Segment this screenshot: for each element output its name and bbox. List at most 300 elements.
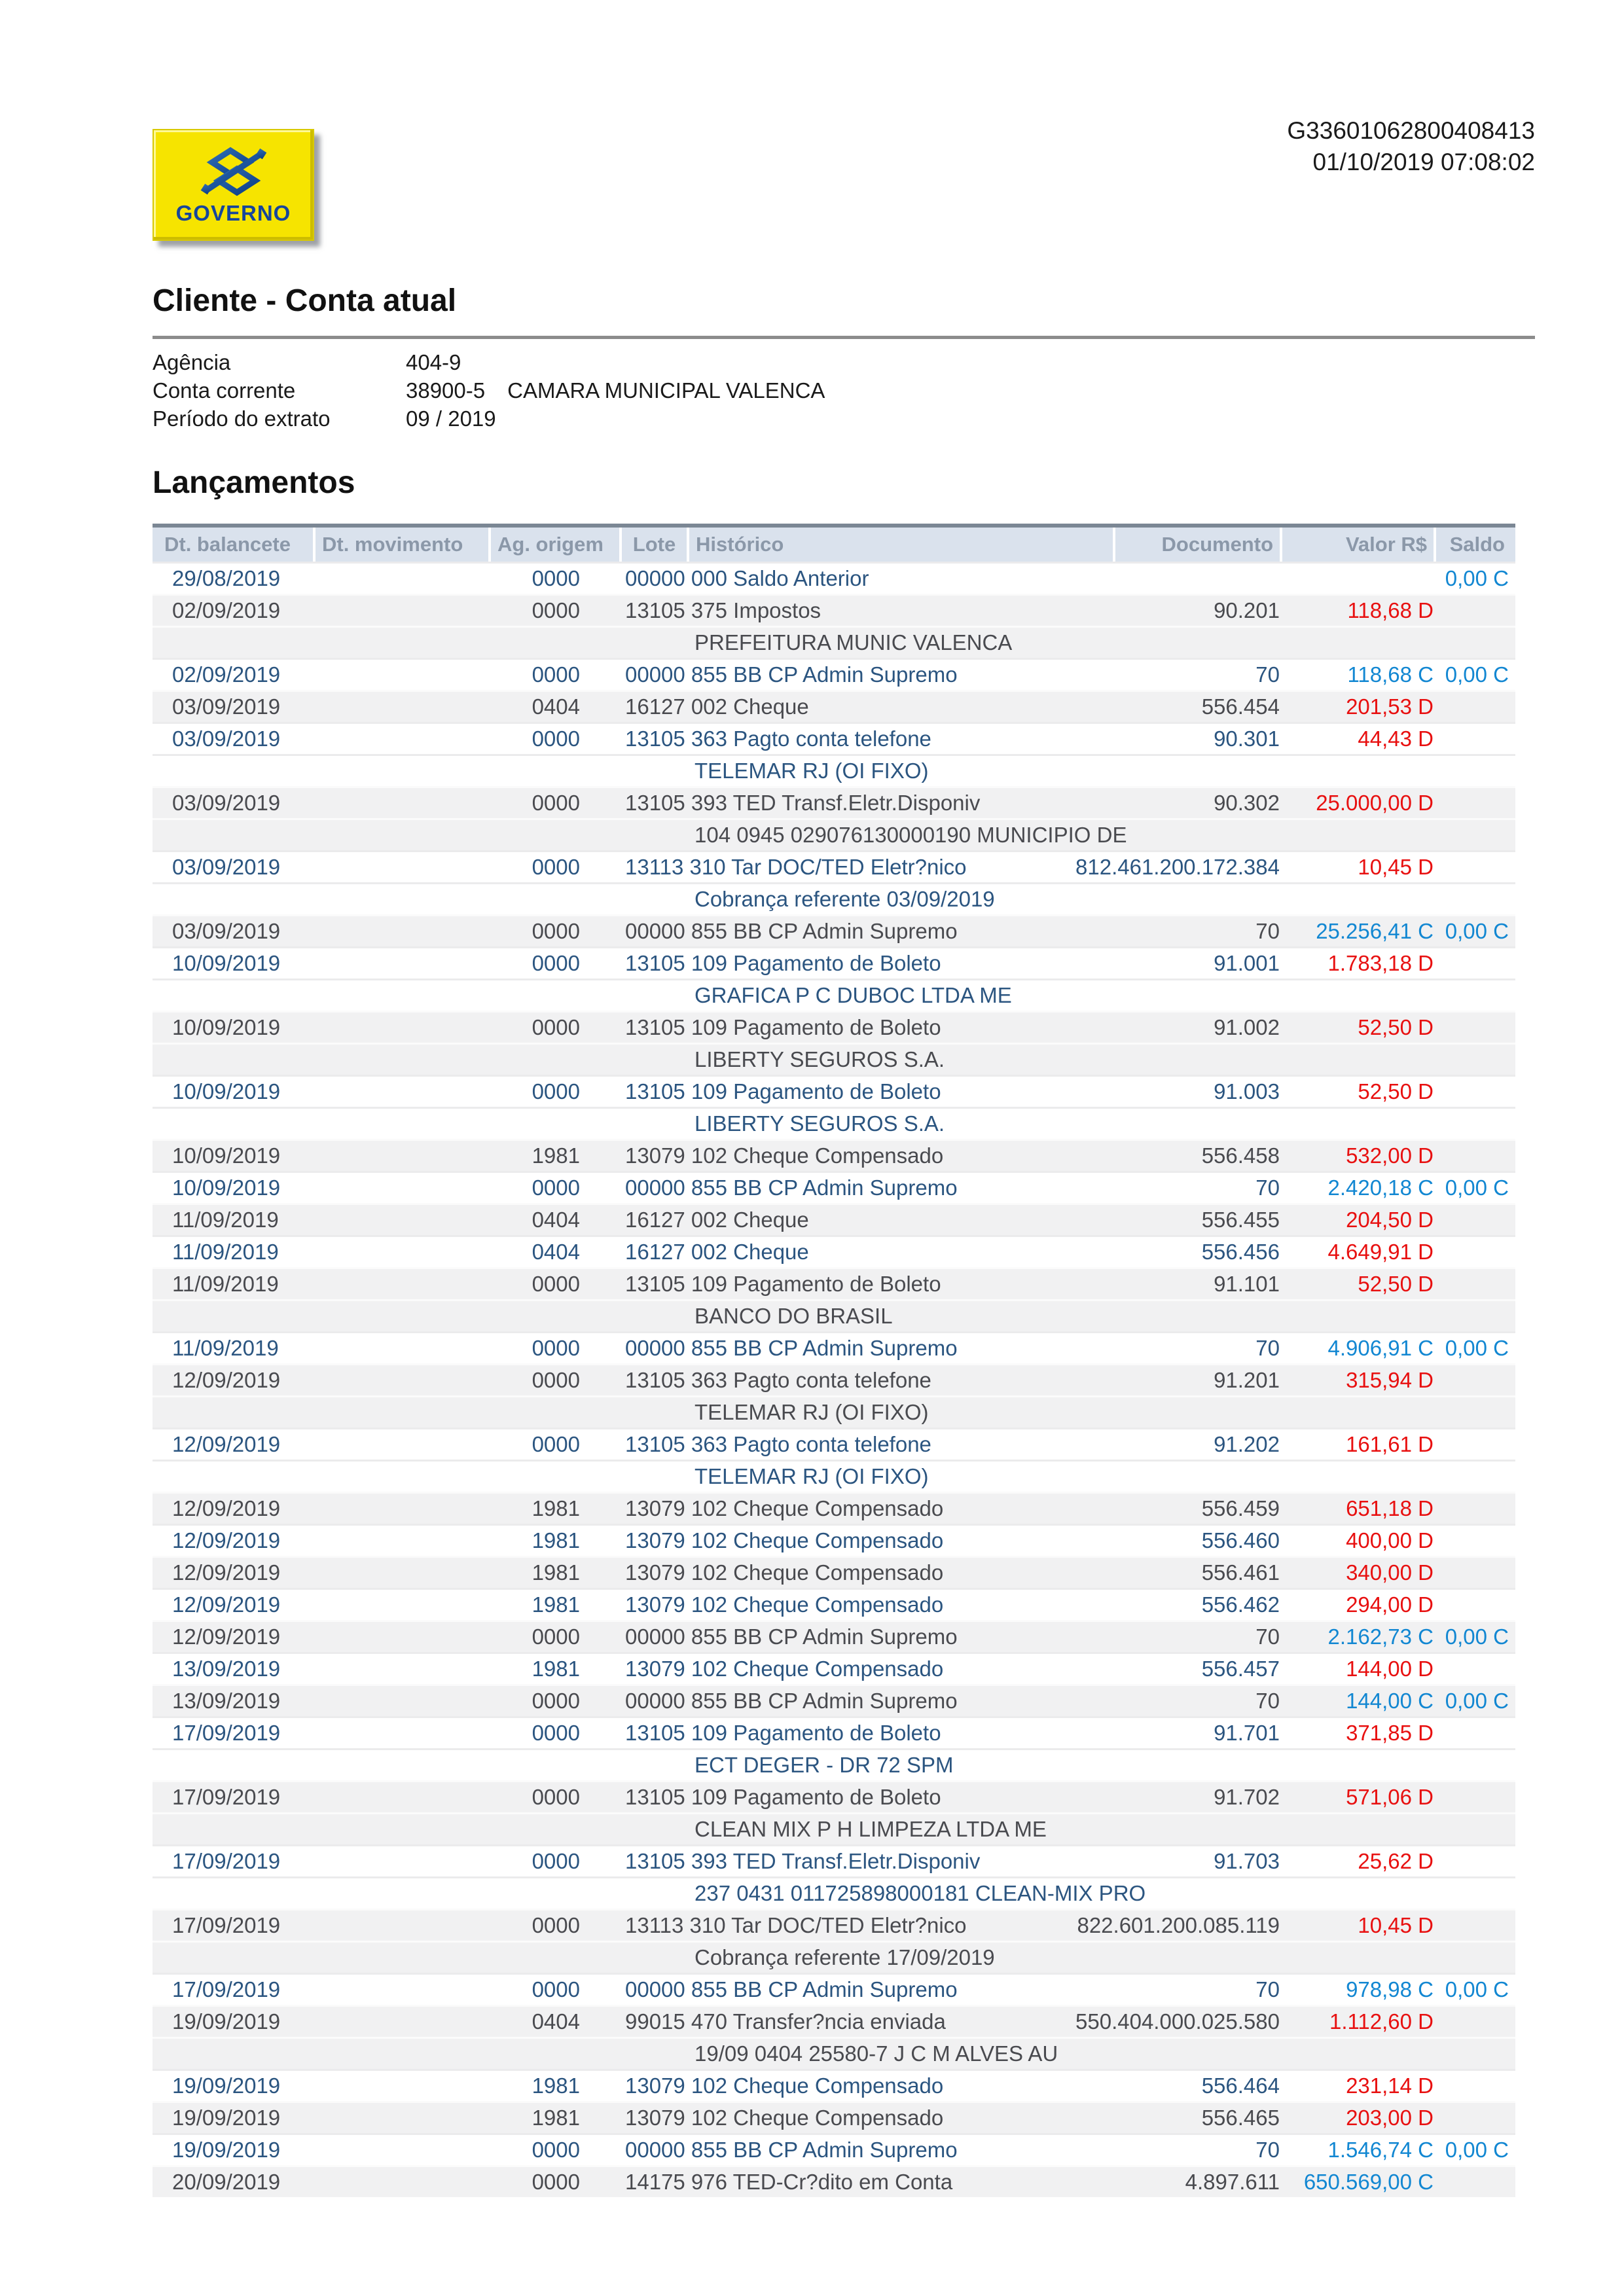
cell-ag-origem: 0000	[532, 566, 580, 590]
cell-dt-balancete: 11/09/2019	[172, 1240, 279, 1264]
statement-row	[153, 2133, 1515, 2165]
cell-documento: 556.462	[1201, 1592, 1280, 1617]
cell-documento: 90.301	[1214, 726, 1280, 751]
cell-ag-origem: 0000	[532, 791, 580, 815]
cell-ag-origem: 0000	[532, 726, 580, 751]
cell-valor: 203,00 D	[1346, 2106, 1434, 2130]
cell-historico: 13105 109 Pagamento de Boleto	[625, 1721, 941, 1745]
cell-lote-historico-documento	[619, 1079, 1280, 1104]
cell-historico: 00000 855 BB CP Admin Supremo	[625, 1689, 958, 1713]
cell-lote-historico-documento	[619, 1175, 1280, 1200]
statement-row	[153, 1203, 1515, 1235]
cell-historico: 13105 363 Pagto conta telefone	[625, 726, 931, 751]
cell-documento: 556.457	[1201, 1657, 1280, 1681]
cell-saldo: 0,00 C	[1445, 566, 1509, 590]
cell-lote-historico-documento	[619, 1272, 1280, 1297]
cell-ag-origem: 0404	[532, 1208, 580, 1232]
col-header-ag-origem: Ag. origem	[488, 528, 619, 562]
cell-historico: 13079 102 Cheque Compensado	[625, 1143, 944, 1168]
cell-ag-origem: 0000	[532, 1336, 580, 1360]
field-value: 09 / 2019	[406, 406, 496, 431]
cell-valor: 651,18 D	[1346, 1496, 1434, 1520]
statement-row	[153, 786, 1515, 818]
cell-dt-balancete: 19/09/2019	[172, 2009, 281, 2034]
statement-table-body	[153, 562, 1515, 2197]
cell-ag-origem: 0000	[532, 2138, 580, 2162]
cell-valor: 2.162,73 C	[1327, 1624, 1434, 1649]
account-field-agencia	[153, 348, 1200, 376]
cell-historico-detail: LIBERTY SEGUROS S.A.	[695, 1047, 945, 1071]
cell-lote-historico-documento	[619, 662, 1280, 687]
cell-valor: 231,14 D	[1346, 2073, 1434, 2098]
cell-valor: 144,00 C	[1346, 1689, 1434, 1713]
cell-historico-detail: TELEMAR RJ (OI FIXO)	[695, 1464, 929, 1488]
cell-valor: 315,94 D	[1346, 1368, 1434, 1392]
cell-historico-detail: 104 0945 029076130000190 MUNICIPIO DE	[695, 823, 1127, 847]
cell-lote-historico-documento	[619, 919, 1280, 944]
document-datetime: 01/10/2019 07:08:02	[1312, 149, 1535, 175]
cell-historico: 13105 109 Pagamento de Boleto	[625, 1079, 941, 1103]
cell-historico: 00000 855 BB CP Admin Supremo	[625, 1336, 958, 1360]
cell-dt-balancete: 11/09/2019	[172, 1272, 279, 1296]
cell-documento: 91.101	[1214, 1272, 1280, 1296]
cell-documento: 556.461	[1201, 1560, 1280, 1585]
cell-historico: 13105 363 Pagto conta telefone	[625, 1368, 931, 1392]
cell-ag-origem: 0000	[532, 1689, 580, 1713]
cell-documento: 91.003	[1214, 1079, 1280, 1103]
statement-continuation-row	[153, 882, 1515, 914]
cell-dt-balancete: 03/09/2019	[172, 855, 281, 879]
cell-dt-balancete: 03/09/2019	[172, 791, 281, 815]
statement-continuation-row	[153, 1460, 1515, 1492]
cell-ag-origem: 0000	[532, 662, 580, 687]
cell-dt-balancete: 12/09/2019	[172, 1432, 281, 1456]
cell-ag-origem: 0404	[532, 1240, 580, 1264]
cell-documento: 70	[1255, 2138, 1280, 2162]
cell-historico-detail: LIBERTY SEGUROS S.A.	[695, 1111, 945, 1136]
cell-valor: 4.649,91 D	[1327, 1240, 1434, 1264]
statement-row	[153, 658, 1515, 690]
cell-lote-historico-documento	[619, 1528, 1280, 1553]
cell-dt-balancete: 10/09/2019	[172, 1015, 281, 1039]
cell-valor: 294,00 D	[1346, 1592, 1434, 1617]
cell-valor: 4.906,91 C	[1327, 1336, 1434, 1360]
cell-valor: 118,68 D	[1347, 598, 1434, 622]
document-meta	[1287, 115, 1535, 178]
statement-row	[153, 1716, 1515, 1748]
cell-ag-origem: 0000	[532, 919, 580, 943]
col-header-historico: Histórico	[687, 528, 1113, 562]
cell-valor: 25.000,00 D	[1316, 791, 1434, 815]
cell-documento: 70	[1255, 1977, 1280, 2001]
statement-row	[153, 2165, 1515, 2197]
cell-documento: 91.703	[1214, 1849, 1280, 1873]
cell-valor: 25.256,41 C	[1316, 919, 1434, 943]
cell-documento: 91.701	[1214, 1721, 1280, 1745]
cell-lote-historico-documento	[619, 1432, 1280, 1457]
statement-continuation-row	[153, 1812, 1515, 1844]
statement-row	[153, 722, 1515, 754]
cell-valor: 978,98 C	[1346, 1977, 1434, 2001]
cell-historico-detail: TELEMAR RJ (OI FIXO)	[695, 759, 929, 783]
cell-valor: 52,50 D	[1358, 1015, 1434, 1039]
cell-ag-origem: 1981	[532, 1143, 580, 1168]
statement-row	[153, 1171, 1515, 1203]
statement-row	[153, 1075, 1515, 1107]
statement-row	[153, 1363, 1515, 1395]
cell-historico: 13079 102 Cheque Compensado	[625, 2073, 944, 2098]
cell-lote-historico-documento	[619, 1015, 1280, 1040]
cell-lote-historico-documento	[619, 1143, 1280, 1168]
statement-continuation-row	[153, 818, 1515, 850]
cell-historico: 13079 102 Cheque Compensado	[625, 1496, 944, 1520]
cell-historico: 13105 109 Pagamento de Boleto	[625, 951, 941, 975]
cell-lote-historico-documento	[619, 1657, 1280, 1681]
cell-valor: 44,43 D	[1358, 726, 1434, 751]
account-field-periodo	[153, 404, 1200, 433]
cell-historico-detail: ECT DEGER - DR 72 SPM	[695, 1753, 954, 1777]
cell-dt-balancete: 03/09/2019	[172, 726, 281, 751]
cell-ag-origem: 0000	[532, 598, 580, 622]
statement-row	[153, 1427, 1515, 1460]
cell-dt-balancete: 11/09/2019	[172, 1336, 279, 1360]
cell-lote-historico-documento	[619, 1977, 1280, 2002]
cell-documento: 91.001	[1214, 951, 1280, 975]
cell-documento: 550.404.000.025.580	[1075, 2009, 1280, 2034]
cell-valor: 10,45 D	[1358, 855, 1434, 879]
col-header-lote: Lote	[619, 528, 687, 562]
cell-ag-origem: 0404	[532, 2009, 580, 2034]
cell-historico: 13113 310 Tar DOC/TED Eletr?nico	[625, 1913, 967, 1937]
cell-dt-balancete: 10/09/2019	[172, 951, 281, 975]
cell-valor: 1.783,18 D	[1327, 951, 1434, 975]
statement-row	[153, 1620, 1515, 1652]
statement-row	[153, 1524, 1515, 1556]
banco-do-brasil-logo-icon	[200, 146, 268, 197]
cell-dt-balancete: 29/08/2019	[172, 566, 281, 590]
cell-historico: 13079 102 Cheque Compensado	[625, 1657, 944, 1681]
cell-ag-origem: 0000	[532, 1175, 580, 1200]
statement-row	[153, 1588, 1515, 1620]
cell-dt-balancete: 19/09/2019	[172, 2073, 281, 2098]
statement-continuation-row	[153, 1941, 1515, 1973]
cell-historico-detail: TELEMAR RJ (OI FIXO)	[695, 1400, 929, 1424]
cell-lote-historico-documento	[619, 2138, 1280, 2162]
cell-historico: 00000 855 BB CP Admin Supremo	[625, 662, 958, 687]
cell-dt-balancete: 19/09/2019	[172, 2138, 281, 2162]
cell-historico: 00000 855 BB CP Admin Supremo	[625, 919, 958, 943]
cell-valor: 25,62 D	[1358, 1849, 1434, 1873]
col-header-documento: Documento	[1113, 528, 1280, 562]
cell-ag-origem: 1981	[532, 1657, 580, 1681]
field-label: Período do extrato	[153, 406, 331, 431]
cell-saldo: 0,00 C	[1445, 1175, 1509, 1200]
cell-dt-balancete: 17/09/2019	[172, 1785, 281, 1809]
cell-saldo: 0,00 C	[1445, 2138, 1509, 2162]
cell-ag-origem: 0000	[532, 855, 580, 879]
col-header-saldo: Saldo	[1434, 528, 1515, 562]
cell-documento: 812.461.200.172.384	[1075, 855, 1280, 879]
cell-valor: 10,45 D	[1358, 1913, 1434, 1937]
cell-documento: 556.458	[1201, 1143, 1280, 1168]
cell-documento: 70	[1255, 919, 1280, 943]
cell-valor: 52,50 D	[1358, 1079, 1434, 1103]
cell-lote-historico-documento	[619, 566, 1280, 591]
statement-row	[153, 1492, 1515, 1524]
cell-historico: 99015 470 Transfer?ncia enviada	[625, 2009, 946, 2034]
cell-ag-origem: 0000	[532, 951, 580, 975]
cell-lote-historico-documento	[619, 1336, 1280, 1361]
cell-saldo: 0,00 C	[1445, 1689, 1509, 1713]
cell-historico: 13079 102 Cheque Compensado	[625, 1528, 944, 1552]
cell-ag-origem: 0000	[532, 1432, 580, 1456]
cell-valor: 201,53 D	[1346, 694, 1434, 719]
cell-historico: 13105 109 Pagamento de Boleto	[625, 1272, 941, 1296]
cell-valor: 1.112,60 D	[1329, 2009, 1434, 2034]
cell-ag-origem: 1981	[532, 1592, 580, 1617]
field-label: Agência	[153, 350, 231, 374]
cell-ag-origem: 0000	[532, 1272, 580, 1296]
cell-lote-historico-documento	[619, 1849, 1280, 1874]
cell-dt-balancete: 19/09/2019	[172, 2106, 281, 2130]
cell-historico: 00000 000 Saldo Anterior	[625, 566, 869, 590]
cell-valor: 571,06 D	[1346, 1785, 1434, 1809]
cell-lote-historico-documento	[619, 1240, 1280, 1265]
cell-dt-balancete: 12/09/2019	[172, 1624, 281, 1649]
document-code: G33601062800408413	[1287, 117, 1535, 144]
cell-historico-detail: GRAFICA P C DUBOC LTDA ME	[695, 983, 1012, 1007]
statement-row	[153, 594, 1515, 626]
cell-documento: 70	[1255, 1175, 1280, 1200]
field-label: Conta corrente	[153, 378, 296, 403]
cell-dt-balancete: 20/09/2019	[172, 2170, 281, 2194]
statement-continuation-row	[153, 1299, 1515, 1331]
cell-dt-balancete: 11/09/2019	[172, 1208, 279, 1232]
statement-row	[153, 1684, 1515, 1716]
cell-ag-origem: 0000	[532, 1368, 580, 1392]
cell-saldo: 0,00 C	[1445, 1977, 1509, 2001]
statement-row	[153, 914, 1515, 946]
cell-dt-balancete: 10/09/2019	[172, 1143, 281, 1168]
cell-ag-origem: 0000	[532, 1913, 580, 1937]
account-info	[153, 348, 1200, 433]
cell-saldo: 0,00 C	[1445, 1624, 1509, 1649]
cell-documento: 91.202	[1214, 1432, 1280, 1456]
section-title-statement: Lançamentos	[153, 465, 355, 500]
cell-lote-historico-documento	[619, 1785, 1280, 1810]
cell-documento: 70	[1255, 1624, 1280, 1649]
cell-documento: 70	[1255, 1689, 1280, 1713]
section-title-account: Cliente - Conta atual	[153, 283, 457, 318]
cell-historico: 14175 976 TED-Cr?dito em Conta	[625, 2170, 953, 2194]
account-field-conta-corrente	[153, 376, 1200, 404]
statement-row	[153, 1331, 1515, 1363]
cell-documento: 4.897.611	[1185, 2170, 1280, 2194]
cell-dt-balancete: 12/09/2019	[172, 1528, 281, 1552]
cell-valor: 340,00 D	[1346, 1560, 1434, 1585]
cell-historico: 00000 855 BB CP Admin Supremo	[625, 2138, 958, 2162]
statement-row	[153, 946, 1515, 978]
cell-saldo: 0,00 C	[1445, 1336, 1509, 1360]
cell-lote-historico-documento	[619, 726, 1280, 751]
statement-continuation-row	[153, 978, 1515, 1011]
cell-historico-detail: Cobrança referente 17/09/2019	[695, 1945, 995, 1969]
statement-row	[153, 1780, 1515, 1812]
cell-valor: 400,00 D	[1346, 1528, 1434, 1552]
cell-saldo: 0,00 C	[1445, 919, 1509, 943]
cell-saldo: 0,00 C	[1445, 662, 1509, 687]
cell-dt-balancete: 17/09/2019	[172, 1977, 281, 2001]
cell-lote-historico-documento	[619, 2170, 1280, 2195]
cell-dt-balancete: 03/09/2019	[172, 919, 281, 943]
cell-historico-detail: BANCO DO BRASIL	[695, 1304, 893, 1328]
cell-ag-origem: 0000	[532, 1785, 580, 1809]
cell-ag-origem: 0404	[532, 694, 580, 719]
statement-row	[153, 1011, 1515, 1043]
cell-dt-balancete: 17/09/2019	[172, 1849, 281, 1873]
statement-row	[153, 2101, 1515, 2133]
statement-row	[153, 1909, 1515, 1941]
cell-dt-balancete: 03/09/2019	[172, 694, 281, 719]
statement-continuation-row	[153, 1395, 1515, 1427]
cell-dt-balancete: 12/09/2019	[172, 1368, 281, 1392]
cell-historico-detail: 237 0431 011725898000181 CLEAN-MIX PRO	[695, 1881, 1146, 1905]
cell-dt-balancete: 02/09/2019	[172, 598, 281, 622]
cell-lote-historico-documento	[619, 694, 1280, 719]
cell-ag-origem: 1981	[532, 1560, 580, 1585]
cell-dt-balancete: 17/09/2019	[172, 1913, 281, 1937]
cell-historico: 13105 375 Impostos	[625, 598, 821, 622]
cell-documento: 556.465	[1201, 2106, 1280, 2130]
cell-lote-historico-documento	[619, 1913, 1280, 1938]
col-header-dt-balancete: Dt. balancete	[153, 528, 313, 562]
cell-documento: 556.459	[1201, 1496, 1280, 1520]
statement-row	[153, 1139, 1515, 1171]
cell-lote-historico-documento	[619, 1721, 1280, 1746]
cell-valor: 204,50 D	[1346, 1208, 1434, 1232]
cell-historico: 13113 310 Tar DOC/TED Eletr?nico	[625, 855, 967, 879]
cell-historico: 13105 109 Pagamento de Boleto	[625, 1015, 941, 1039]
cell-historico: 13079 102 Cheque Compensado	[625, 1560, 944, 1585]
cell-lote-historico-documento	[619, 1368, 1280, 1393]
cell-lote-historico-documento	[619, 1689, 1280, 1713]
cell-valor: 161,61 D	[1346, 1432, 1434, 1456]
statement-continuation-row	[153, 1876, 1515, 1909]
cell-lote-historico-documento	[619, 1208, 1280, 1232]
statement-row	[153, 1973, 1515, 2005]
account-holder-name: CAMARA MUNICIPAL VALENCA	[507, 378, 825, 403]
cell-dt-balancete: 17/09/2019	[172, 1721, 281, 1745]
cell-documento: 556.454	[1201, 694, 1280, 719]
cell-historico: 16127 002 Cheque	[625, 1240, 809, 1264]
cell-dt-balancete: 02/09/2019	[172, 662, 281, 687]
cell-lote-historico-documento	[619, 1496, 1280, 1521]
governo-logo	[153, 129, 314, 241]
statement-continuation-row	[153, 1043, 1515, 1075]
cell-lote-historico-documento	[619, 855, 1280, 880]
cell-valor: 371,85 D	[1346, 1721, 1434, 1745]
cell-lote-historico-documento	[619, 791, 1280, 816]
cell-lote-historico-documento	[619, 598, 1280, 623]
cell-valor: 1.546,74 C	[1327, 2138, 1434, 2162]
statement-table	[153, 524, 1515, 2197]
statement-continuation-row	[153, 1107, 1515, 1139]
cell-dt-balancete: 13/09/2019	[172, 1689, 281, 1713]
statement-row	[153, 690, 1515, 722]
cell-historico: 13105 109 Pagamento de Boleto	[625, 1785, 941, 1809]
cell-lote-historico-documento	[619, 2073, 1280, 2098]
cell-lote-historico-documento	[619, 1624, 1280, 1649]
cell-documento: 556.455	[1201, 1208, 1280, 1232]
cell-historico-detail: Cobrança referente 03/09/2019	[695, 887, 995, 911]
cell-ag-origem: 1981	[532, 2073, 580, 2098]
cell-documento: 556.464	[1201, 2073, 1280, 2098]
statement-row	[153, 2069, 1515, 2101]
cell-documento: 556.456	[1201, 1240, 1280, 1264]
cell-documento: 91.702	[1214, 1785, 1280, 1809]
cell-dt-balancete: 10/09/2019	[172, 1175, 281, 1200]
cell-dt-balancete: 12/09/2019	[172, 1496, 281, 1520]
cell-lote-historico-documento	[619, 2106, 1280, 2130]
statement-row	[153, 1556, 1515, 1588]
statement-row	[153, 1267, 1515, 1299]
statement-continuation-row	[153, 1748, 1515, 1780]
horizontal-rule	[153, 336, 1535, 339]
cell-historico-detail: 19/09 0404 25580-7 J C M ALVES AU	[695, 2041, 1058, 2066]
cell-documento: 90.201	[1214, 598, 1280, 622]
cell-lote-historico-documento	[619, 2009, 1280, 2034]
cell-lote-historico-documento	[619, 951, 1280, 976]
cell-ag-origem: 0000	[532, 1015, 580, 1039]
field-value: 38900-5	[406, 378, 486, 403]
cell-ag-origem: 0000	[532, 1849, 580, 1873]
cell-valor: 144,00 D	[1346, 1657, 1434, 1681]
cell-ag-origem: 0000	[532, 1079, 580, 1103]
statement-row	[153, 1844, 1515, 1876]
cell-documento: 70	[1255, 662, 1280, 687]
cell-historico: 16127 002 Cheque	[625, 694, 809, 719]
cell-ag-origem: 1981	[532, 1496, 580, 1520]
cell-historico: 13079 102 Cheque Compensado	[625, 1592, 944, 1617]
cell-ag-origem: 0000	[532, 1624, 580, 1649]
col-header-valor: Valor R$	[1280, 528, 1434, 562]
cell-lote-historico-documento	[619, 1592, 1280, 1617]
cell-historico: 16127 002 Cheque	[625, 1208, 809, 1232]
statement-row	[153, 1652, 1515, 1684]
cell-historico: 00000 855 BB CP Admin Supremo	[625, 1977, 958, 2001]
cell-ag-origem: 0000	[532, 1977, 580, 2001]
cell-historico: 13105 393 TED Transf.Eletr.Disponiv	[625, 1849, 981, 1873]
cell-valor: 118,68 C	[1347, 662, 1434, 687]
cell-historico-detail: PREFEITURA MUNIC VALENCA	[695, 630, 1013, 655]
cell-historico-detail: CLEAN MIX P H LIMPEZA LTDA ME	[695, 1817, 1047, 1841]
cell-dt-balancete: 12/09/2019	[172, 1592, 281, 1617]
cell-historico: 13079 102 Cheque Compensado	[625, 2106, 944, 2130]
cell-valor: 52,50 D	[1358, 1272, 1434, 1296]
cell-valor: 532,00 D	[1346, 1143, 1434, 1168]
cell-dt-balancete: 10/09/2019	[172, 1079, 281, 1103]
statement-continuation-row	[153, 626, 1515, 658]
statement-row	[153, 850, 1515, 882]
cell-valor: 2.420,18 C	[1327, 1175, 1434, 1200]
statement-continuation-row	[153, 2037, 1515, 2069]
statement-row	[153, 562, 1515, 594]
cell-valor: 650.569,00 C	[1303, 2170, 1434, 2194]
cell-ag-origem: 1981	[532, 2106, 580, 2130]
cell-historico: 00000 855 BB CP Admin Supremo	[625, 1175, 958, 1200]
cell-documento: 556.460	[1201, 1528, 1280, 1552]
cell-documento: 90.302	[1214, 791, 1280, 815]
